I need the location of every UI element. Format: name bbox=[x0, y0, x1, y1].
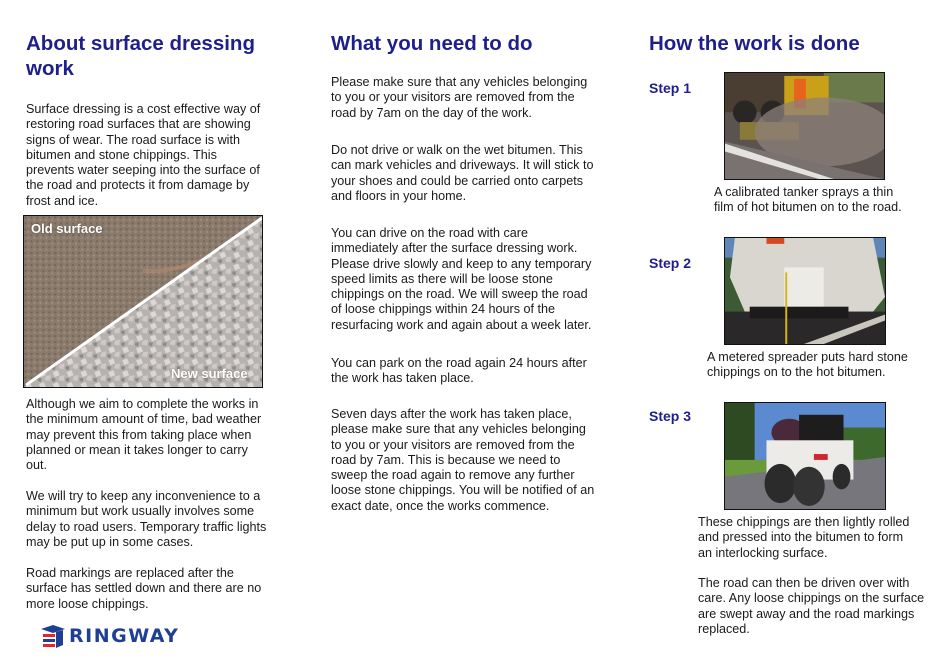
text-line: frost and ice. bbox=[26, 193, 99, 208]
text-line: out. bbox=[26, 458, 48, 473]
text-line: restoring road surfaces that are showing bbox=[26, 117, 251, 132]
text-line: delay to road users. Temporary traffic lights bbox=[26, 519, 267, 534]
new-surface-label: New surface bbox=[171, 366, 248, 381]
text-line: the work has taken place. bbox=[331, 371, 474, 386]
text-line: Surface dressing is a cost effective way of bbox=[26, 102, 261, 116]
text-line: Although we aim to complete the works in bbox=[26, 397, 259, 411]
text-line: speed limits as there will be loose stone bbox=[331, 271, 553, 286]
ringway-logo-text: RINGWAY bbox=[69, 625, 180, 647]
text-line: road by 7am. This is because we need to bbox=[331, 452, 561, 467]
text-line: replaced. bbox=[698, 621, 750, 636]
step-1-label: Step 1 bbox=[649, 80, 692, 96]
weather-paragraph bbox=[26, 397, 261, 473]
text-line: signs of wear. The road surface is with bbox=[26, 132, 240, 147]
text-line: Please drive slowly and keep to any temporary bbox=[331, 256, 592, 271]
heading-what-to-do: What you need to do bbox=[331, 32, 533, 55]
tanker-spraying-image bbox=[724, 72, 885, 180]
text-line: resurfacing work and again about a week later. bbox=[331, 317, 592, 332]
step-3-label: Step 3 bbox=[649, 408, 692, 424]
heading-about bbox=[26, 31, 255, 81]
text-line: and pressed into the bitumen to form bbox=[698, 530, 904, 545]
text-line: We will try to keep any inconvenience to a bbox=[26, 489, 261, 503]
intro-paragraph bbox=[26, 102, 260, 209]
text-line: minimum but work usually involves some bbox=[26, 504, 255, 519]
seven-days-paragraph bbox=[331, 407, 594, 514]
text-line: of loose chippings within 24 hours of the bbox=[331, 302, 556, 317]
text-line: to you or your visitors are removed from the bbox=[331, 437, 575, 452]
text-line: film of hot bitumen on to the road. bbox=[714, 200, 902, 215]
heading-line: work bbox=[26, 57, 74, 80]
vehicles-paragraph bbox=[331, 75, 587, 121]
text-line: planned or mean it takes longer to carry bbox=[26, 442, 248, 457]
roller-image bbox=[724, 402, 886, 510]
text-line: and floors in your home. bbox=[331, 188, 467, 203]
text-line: may prevent this from taking place when bbox=[26, 427, 252, 442]
text-line: please make sure that any vehicles belonging bbox=[331, 422, 586, 437]
ringway-logo-icon bbox=[39, 623, 65, 649]
step-2-label: Step 2 bbox=[649, 255, 692, 271]
park-paragraph bbox=[331, 356, 587, 387]
heading-line: About surface dressing bbox=[26, 32, 255, 55]
text-line: Seven days after the work has taken place, bbox=[331, 407, 572, 421]
text-line: You can drive on the road with care bbox=[331, 226, 528, 240]
text-line: your shoes and could be carried onto carpets bbox=[331, 173, 584, 188]
text-line: exact date, once the works commence. bbox=[331, 498, 550, 513]
text-line: sweep the road again to remove any further bbox=[331, 468, 575, 483]
drive-with-care-paragraph bbox=[331, 226, 591, 333]
text-line: are swept away and the road markings bbox=[698, 606, 915, 621]
text-line: A calibrated tanker sprays a thin bbox=[714, 185, 894, 199]
text-line: bitumen and stone chippings. This bbox=[26, 147, 217, 162]
text-line: These chippings are then lightly rolled bbox=[698, 515, 910, 529]
text-line: an interlocking surface. bbox=[698, 545, 828, 560]
chip-spreader-image bbox=[724, 237, 886, 345]
wet-bitumen-paragraph bbox=[331, 143, 593, 204]
text-line: can mark vehicles and driveways. It will stick to bbox=[331, 158, 594, 173]
text-line: road by 7am on the day of the work. bbox=[331, 105, 532, 120]
text-line: more loose chippings. bbox=[26, 596, 149, 611]
text-line: A metered spreader puts hard stone bbox=[707, 350, 908, 364]
text-line: loose stone chippings. You will be notified of an bbox=[331, 483, 595, 498]
step-3-caption-2 bbox=[698, 576, 924, 637]
step-3-caption bbox=[698, 515, 909, 561]
inconvenience-paragraph bbox=[26, 489, 266, 550]
text-line: prevents water seeping into the surface of bbox=[26, 163, 260, 178]
text-line: the road and protects it from damage by bbox=[26, 178, 250, 193]
text-line: The road can then be driven over with bbox=[698, 576, 910, 590]
road-markings-paragraph bbox=[26, 566, 261, 612]
text-line: may be put up in some cases. bbox=[26, 534, 194, 549]
step-1-caption bbox=[714, 185, 902, 216]
old-new-surface-image bbox=[23, 215, 263, 388]
old-surface-label: Old surface bbox=[31, 221, 103, 236]
text-line: care. Any loose chippings on the surface bbox=[698, 591, 925, 606]
ringway-logo bbox=[39, 623, 179, 649]
text-line: surface has settled down and there are no bbox=[26, 581, 262, 596]
text-line: to you or your visitors are removed from the bbox=[331, 90, 575, 105]
heading-how-done: How the work is done bbox=[649, 32, 860, 55]
step-2-caption bbox=[707, 350, 908, 381]
text-line: Road markings are replaced after the bbox=[26, 566, 234, 580]
text-line: immediately after the surface dressing work. bbox=[331, 241, 578, 256]
text-line: chippings on the road. We will sweep the road bbox=[331, 287, 588, 302]
text-line: Please make sure that any vehicles belonging bbox=[331, 75, 588, 89]
text-line: You can park on the road again 24 hours after bbox=[331, 356, 587, 370]
text-line: Do not drive or walk on the wet bitumen. This bbox=[331, 143, 583, 157]
text-line: the minimum amount of time, bad weather bbox=[26, 412, 262, 427]
text-line: chippings on to the hot bitumen. bbox=[707, 365, 886, 380]
